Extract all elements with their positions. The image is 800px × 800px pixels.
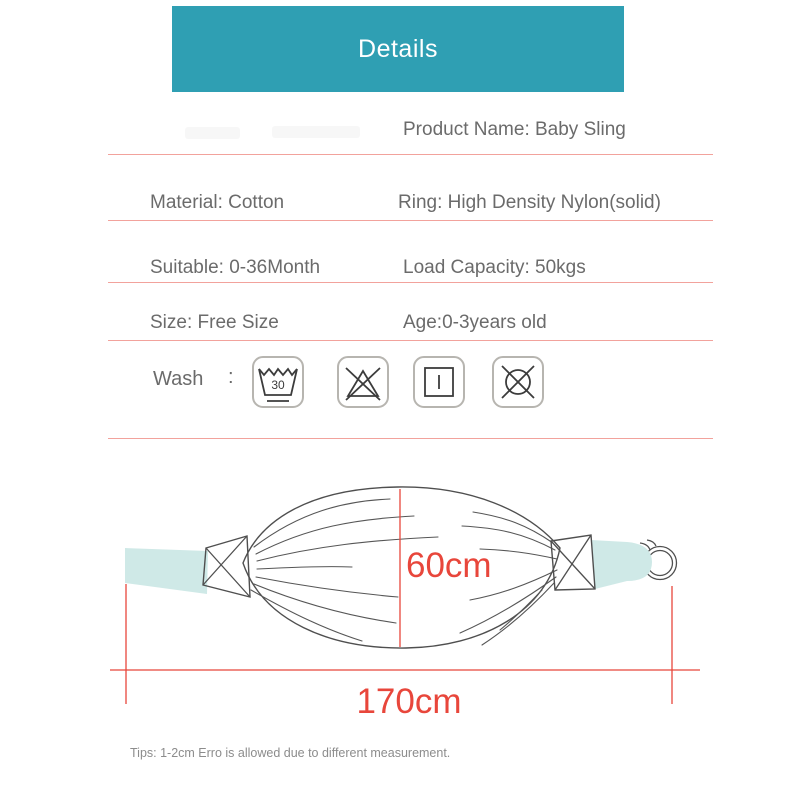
spec-age: Age:0-3years old: [403, 312, 547, 333]
spec-load-capacity: Load Capacity: 50kgs: [403, 257, 586, 278]
wash-temperature: 30: [271, 378, 285, 392]
right-strap: [591, 540, 652, 589]
dimension-annotations: [110, 489, 700, 721]
wash-label: Wash: [153, 368, 204, 390]
width-dimension-label: 170cm: [356, 682, 462, 721]
spec-size: Size: Free Size: [150, 312, 279, 333]
left-stitch-patch: [203, 536, 250, 597]
sling-illustration: [125, 487, 677, 648]
spec-ring: Ring: High Density Nylon(solid): [398, 192, 661, 213]
spec-product-name: Product Name: Baby Sling: [403, 119, 626, 140]
right-stitch-patch: [551, 535, 595, 590]
left-strap: [125, 548, 208, 594]
page-title: Details: [358, 34, 438, 63]
wash-colon: :: [228, 366, 234, 388]
height-dimension-label: 60cm: [406, 546, 492, 585]
measurement-tip: Tips: 1-2cm Erro is allowed due to different measurement.: [130, 746, 451, 760]
spec-material: Material: Cotton: [150, 192, 285, 213]
spec-suitable: Suitable: 0-36Month: [150, 257, 321, 278]
ring-opening-mark: [647, 540, 656, 546]
